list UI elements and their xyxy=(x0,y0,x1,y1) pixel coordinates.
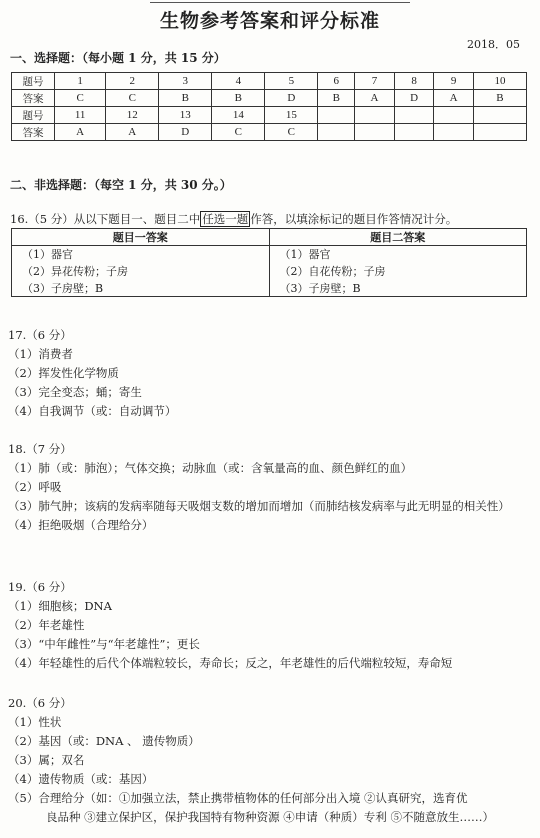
table-cell: 15 xyxy=(265,107,318,124)
table-cell: 4 xyxy=(212,73,265,90)
table-cell: A xyxy=(434,90,474,107)
table-cell: （2）异花传粉；子房 xyxy=(12,263,270,280)
question-17-block xyxy=(8,326,532,421)
table-cell: C xyxy=(212,124,265,141)
answer-line: （5）合理给分（如：①加强立法，禁止携带植物体的任何部分出入境 ②认真研究，选育优 xyxy=(8,791,468,805)
answer-line: （3）“中年雌性”与“年老雄性”；更长 xyxy=(8,637,200,651)
table-cell: 8 xyxy=(394,73,434,90)
table-cell: 11 xyxy=(55,107,106,124)
answer-line: （4）遗传物质（或：基因） xyxy=(8,772,154,786)
q16-prefix: 16.（5 分）从以下题目一、题目二中 xyxy=(10,212,201,226)
section-choice-heading: 一、选择题：（每小题 1 分，共 15 分） xyxy=(10,51,226,65)
question-20-block xyxy=(8,694,532,827)
table-header-row xyxy=(12,229,527,246)
q16-suffix: 作答，以填涂标记的题目作答情况计分。 xyxy=(250,212,458,226)
answer-line: （1）性状 xyxy=(8,715,62,729)
table-cell: D xyxy=(159,124,212,141)
row-label: 题号 xyxy=(12,73,55,90)
table-cell: 14 xyxy=(212,107,265,124)
question-heading: 19.（6 分） xyxy=(8,580,72,594)
table-cell: 9 xyxy=(434,73,474,90)
column-header: 题目一答案 xyxy=(12,229,270,246)
table-cell: B xyxy=(212,90,265,107)
answer-line: （2）呼吸 xyxy=(8,480,62,494)
table-cell: 3 xyxy=(159,73,212,90)
date-label: 2018．05 xyxy=(467,38,520,51)
question-16-answer-table xyxy=(11,228,527,297)
answer-line: （4）年轻雄性的后代个体端粒较长，寿命长；反之，年老雄性的后代端粒较短，寿命短 xyxy=(8,656,453,670)
table-cell: （3）子房壁；B xyxy=(12,280,270,297)
top-header-cutoff xyxy=(150,0,410,3)
table-cell: 6 xyxy=(318,73,355,90)
table-cell: 7 xyxy=(355,73,395,90)
table-cell: B xyxy=(473,90,526,107)
table-cell: C xyxy=(265,124,318,141)
table-cell: 1 xyxy=(55,73,106,90)
table-cell: 13 xyxy=(159,107,212,124)
table-cell xyxy=(355,107,395,124)
table-cell: （1）器官 xyxy=(12,246,270,263)
table-cell: （3）子房壁；B xyxy=(269,280,527,297)
table-cell xyxy=(473,124,526,141)
table-cell: （2）自花传粉；子房 xyxy=(269,263,527,280)
table-cell xyxy=(394,107,434,124)
table-row xyxy=(12,280,527,297)
answer-line: （2）挥发性化学物质 xyxy=(8,366,119,380)
table-cell: C xyxy=(55,90,106,107)
question-heading: 17.（6 分） xyxy=(8,328,72,342)
answer-line: （1）消费者 xyxy=(8,347,73,361)
table-cell: D xyxy=(265,90,318,107)
table-cell: B xyxy=(159,90,212,107)
table-cell: 2 xyxy=(106,73,159,90)
answer-line: （4）拒绝吸烟（合理给分） xyxy=(8,518,154,532)
table-cell xyxy=(434,124,474,141)
answer-line: （2）年老雄性 xyxy=(8,618,85,632)
table-cell: （1）器官 xyxy=(269,246,527,263)
table-cell xyxy=(318,107,355,124)
table-cell xyxy=(355,124,395,141)
row-label: 题号 xyxy=(12,107,55,124)
table-cell: C xyxy=(106,90,159,107)
question-18-block xyxy=(8,440,532,535)
answer-line: （3）属；双名 xyxy=(8,753,85,767)
answer-line: （4）自我调节（或：自动调节） xyxy=(8,404,177,418)
table-cell: A xyxy=(106,124,159,141)
question-heading: 20.（6 分） xyxy=(8,696,72,710)
table-row xyxy=(12,124,527,141)
table-cell: 10 xyxy=(473,73,526,90)
table-cell xyxy=(434,107,474,124)
answer-line: （3）肺气肿；该病的发病率随每天吸烟支数的增加而增加（而肺结核发病率与此无明显的相关性） xyxy=(8,499,510,513)
table-row xyxy=(12,246,527,263)
table-cell xyxy=(318,124,355,141)
question-heading: 18.（7 分） xyxy=(8,442,72,456)
page-title: 生物参考答案和评分标准 xyxy=(159,10,380,32)
table-cell xyxy=(473,107,526,124)
table-cell: B xyxy=(318,90,355,107)
row-label: 答案 xyxy=(12,90,55,107)
table-cell: 12 xyxy=(106,107,159,124)
answer-line: （1）肺（或：肺泡）；气体交换；动脉血（或：含氧量高的血、颜色鲜红的血） xyxy=(8,461,413,475)
question-19-block xyxy=(8,578,532,673)
answer-line: （1）细胞核；DNA xyxy=(8,599,112,613)
table-row xyxy=(12,73,527,90)
table-row xyxy=(12,263,527,280)
column-header: 题目二答案 xyxy=(269,229,527,246)
choice-answer-table xyxy=(11,72,527,141)
table-cell: A xyxy=(55,124,106,141)
row-label: 答案 xyxy=(12,124,55,141)
section-nonchoice-heading: 二、非选择题：（每空 1 分，共 30 分。） xyxy=(10,178,232,192)
table-cell: 5 xyxy=(265,73,318,90)
table-cell: A xyxy=(355,90,395,107)
answer-line: 良品种 ③建立保护区，保护我国特有物种资源 ④申请（种质）专利 ⑤不随意放生……） xyxy=(46,810,494,824)
answer-line: （2）基因（或：DNA 、 遗传物质） xyxy=(8,734,200,748)
table-cell: D xyxy=(394,90,434,107)
table-row xyxy=(12,107,527,124)
table-row xyxy=(12,90,527,107)
q16-boxed-text: 任选一题 xyxy=(202,212,249,226)
answer-line: （3）完全变态；蛹；寄生 xyxy=(8,385,142,399)
table-cell xyxy=(394,124,434,141)
question-16-prompt xyxy=(10,211,530,227)
